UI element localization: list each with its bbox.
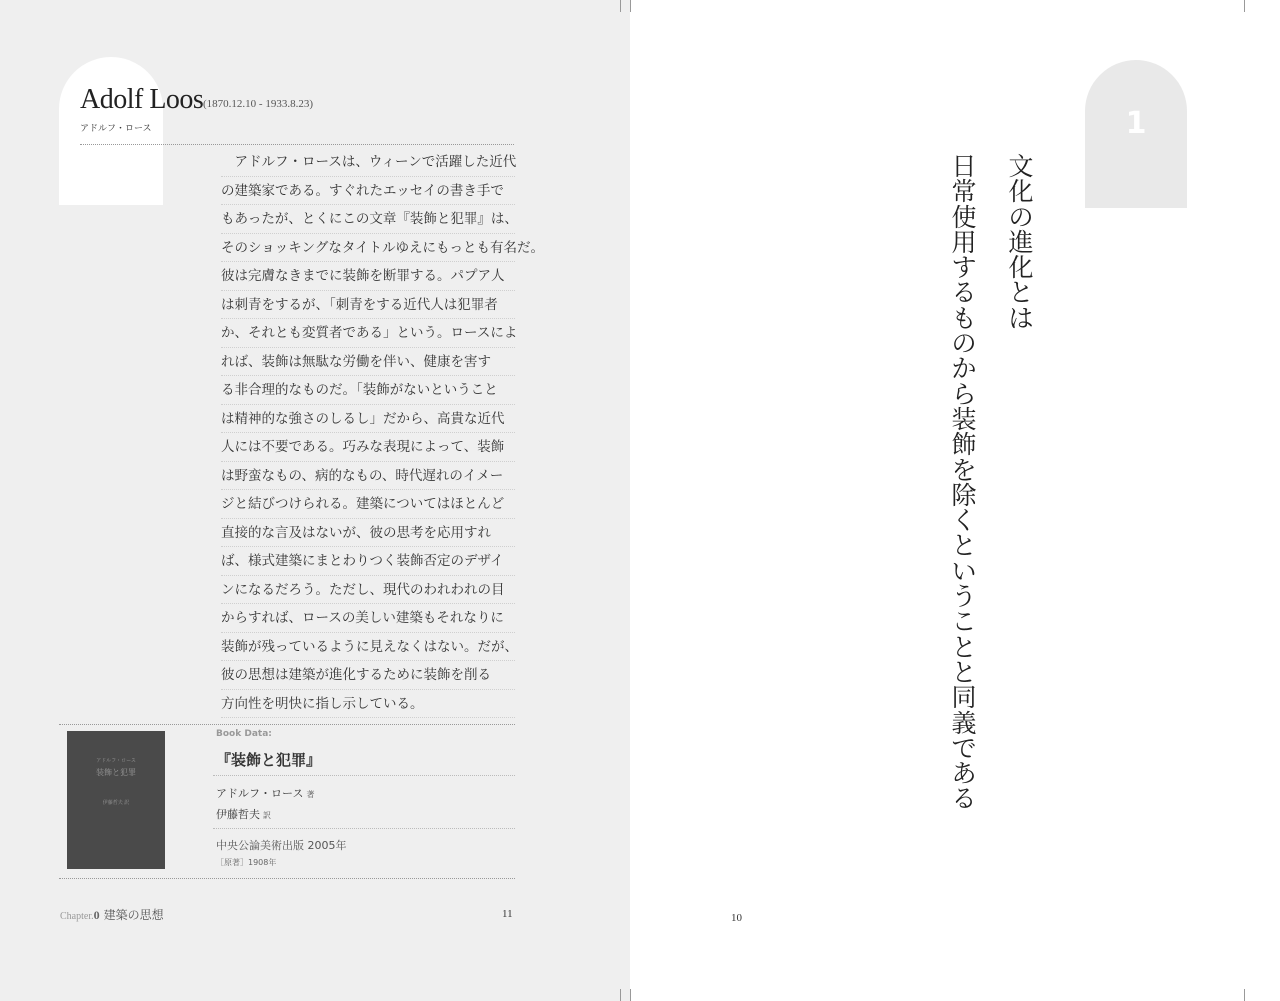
body-line: 直接的な言及はないが、彼の思考を応用すれ bbox=[221, 519, 521, 548]
body-line: の建築家である。すぐれたエッセイの書き手で bbox=[221, 177, 521, 206]
left-page bbox=[0, 0, 630, 1001]
body-line: る非合理的なものだ。「装飾がないということ bbox=[221, 376, 521, 405]
body-line: もあったが、とくにこの文章『装飾と犯罪』は、 bbox=[221, 205, 521, 234]
body-line: 人には不要である。巧みな表現によって、装飾 bbox=[221, 433, 521, 462]
page-number-right: 10 bbox=[731, 912, 742, 924]
crop-mark bbox=[630, 989, 631, 1001]
body-line: そのショッキングなタイトルゆえにもっとも有名だ。 bbox=[221, 234, 521, 263]
chapter-title: 建築の思想 bbox=[103, 908, 164, 922]
section-number: 1 bbox=[1125, 106, 1147, 141]
body-text bbox=[221, 148, 545, 718]
chapter-footer bbox=[60, 906, 164, 923]
right-page bbox=[630, 0, 1280, 1001]
divider bbox=[213, 775, 515, 776]
book-translator bbox=[216, 806, 271, 822]
body-line: ば、様式建築にまとわりつく装飾否定のデザイ bbox=[221, 547, 521, 576]
body-line: 方向性を明快に指し示している。 bbox=[221, 690, 521, 719]
cover-translator: 伊藤哲夫 訳 bbox=[102, 800, 130, 806]
body-line: か、それとも変質者である」という。ロースによ bbox=[221, 319, 521, 348]
body-line: は野蛮なもの、病的なもの、時代遅れのイメー bbox=[221, 462, 521, 491]
book-original-year: ［原著］1908年 bbox=[216, 858, 277, 867]
crop-mark bbox=[1244, 0, 1245, 12]
crop-mark bbox=[620, 989, 621, 1001]
chapter-number: 0 bbox=[93, 908, 100, 922]
body-line: ンになるだろう。ただし、現代のわれわれの目 bbox=[221, 576, 521, 605]
divider bbox=[80, 144, 514, 145]
author-dates: (1870.12.10 - 1933.8.23) bbox=[203, 98, 313, 110]
heading-column-2: 日常使用するものから装飾を除くということと同義である bbox=[951, 152, 977, 814]
body-line: は刺青をするが、「刺青をする近代人は犯罪者 bbox=[221, 291, 521, 320]
book-title: 『装飾と犯罪』 bbox=[216, 751, 322, 769]
author-name-ja: アドルフ・ロース bbox=[80, 124, 152, 134]
crop-mark bbox=[1244, 989, 1245, 1001]
crop-mark bbox=[630, 0, 631, 12]
cover-title: 装飾と犯罪 bbox=[96, 768, 136, 777]
book-data-box bbox=[59, 724, 515, 879]
body-line: は精神的な強さのしるし」だから、高貴な近代 bbox=[221, 405, 521, 434]
body-line: からすれば、ロースの美しい建築もそれなりに bbox=[221, 604, 521, 633]
body-line: アドルフ・ロースは、ウィーンで活躍した近代 bbox=[221, 148, 521, 177]
book-author bbox=[216, 785, 314, 801]
chapter-prefix: Chapter. bbox=[60, 911, 94, 922]
crop-mark bbox=[620, 0, 621, 12]
author-role: 著 bbox=[306, 790, 315, 799]
body-line: 彼の思想は建築が進化するために装飾を削る bbox=[221, 661, 521, 690]
translator-name: 伊藤哲夫 bbox=[216, 808, 260, 821]
body-line: ジと結びつけられる。建築についてはほとんど bbox=[221, 490, 521, 519]
book-publisher: 中央公論美術出版 2005年 bbox=[216, 839, 347, 852]
body-line: 彼は完膚なきまでに装飾を断罪する。パプア人 bbox=[221, 262, 521, 291]
heading-column-1: 文化の進化とは bbox=[1008, 152, 1034, 333]
author-name: アドルフ・ロース bbox=[216, 787, 304, 800]
author-name-en: Adolf Loos bbox=[80, 84, 204, 115]
book-cover-image bbox=[67, 731, 165, 869]
page-number-left: 11 bbox=[502, 908, 513, 920]
translator-role: 訳 bbox=[263, 811, 271, 820]
section-arch bbox=[1085, 60, 1187, 208]
body-line: れば、装飾は無駄な労働を伴い、健康を害す bbox=[221, 348, 521, 377]
cover-author: アドルフ・ロース bbox=[96, 758, 136, 764]
divider bbox=[213, 828, 515, 829]
book-data-label: Book Data: bbox=[216, 729, 272, 739]
body-line: 装飾が残っているように見えなくはない。だが、 bbox=[221, 633, 521, 662]
